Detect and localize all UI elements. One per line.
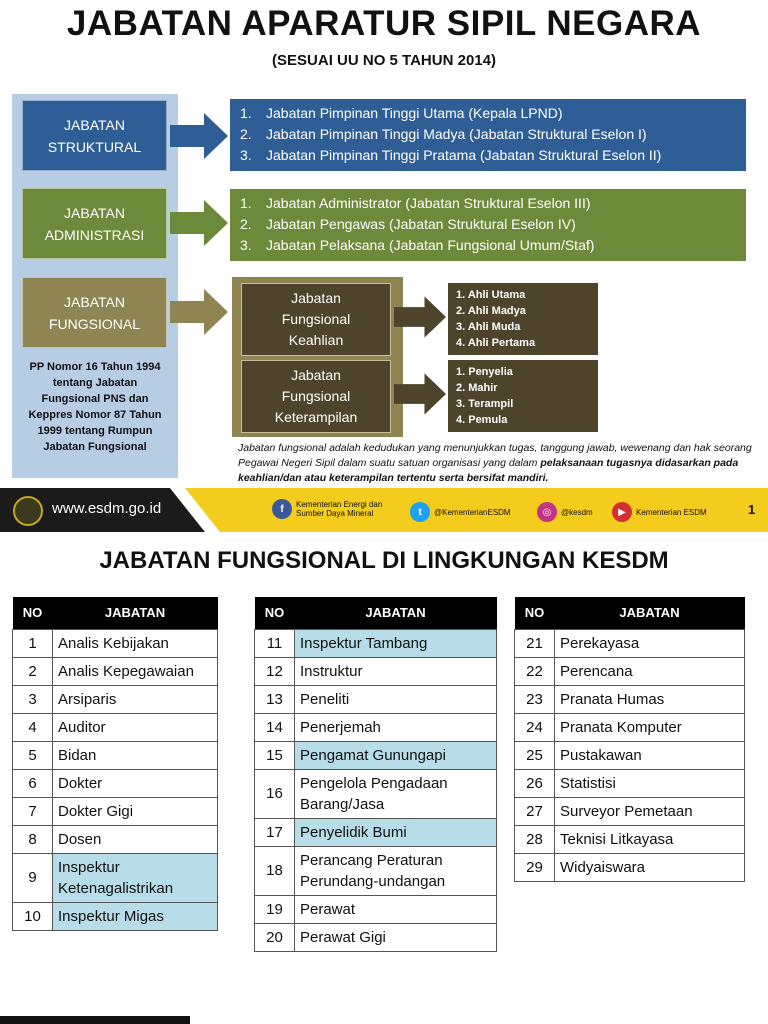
right-arrow-icon xyxy=(170,289,228,335)
table-row xyxy=(515,797,745,825)
table-row xyxy=(13,657,218,685)
table-row xyxy=(255,895,497,923)
row-jabatan: Dokter Gigi xyxy=(53,797,218,825)
row-jabatan: Arsiparis xyxy=(53,685,218,713)
row-number: 16 xyxy=(255,769,295,818)
jabatan-table-3 xyxy=(514,597,745,882)
right-arrow-icon xyxy=(170,113,228,159)
row-jabatan: Inspektur Ketenagalistrikan xyxy=(53,853,218,902)
list-item: 2. Jabatan Pimpinan Tinggi Madya (Jabatan Struktural Eselon I) xyxy=(240,126,647,142)
row-jabatan: Dokter xyxy=(53,769,218,797)
esdm-logo-icon xyxy=(13,496,43,526)
slide2-title: JABATAN FUNGSIONAL DI LINGKUNGAN KESDM xyxy=(99,547,669,574)
table-row xyxy=(255,818,497,846)
bottom-dark-strip xyxy=(0,1016,190,1024)
page-number: 1 xyxy=(748,502,756,517)
row-number: 11 xyxy=(255,629,295,657)
list-item: 3. Jabatan Pimpinan Tinggi Pratama (Jabatan Struktural Eselon II) xyxy=(240,147,662,163)
row-number: 5 xyxy=(13,741,53,769)
row-jabatan: Pranata Humas xyxy=(555,685,745,713)
table-row xyxy=(255,923,497,951)
row-number: 9 xyxy=(13,853,53,902)
row-number: 3 xyxy=(13,685,53,713)
row-jabatan: Perawat Gigi xyxy=(295,923,497,951)
table-row xyxy=(515,853,745,881)
row-number: 12 xyxy=(255,657,295,685)
row-number: 1 xyxy=(13,629,53,657)
row-number: 25 xyxy=(515,741,555,769)
youtube-link[interactable]: ▶ Kementerian ESDM xyxy=(612,502,707,522)
row-number: 26 xyxy=(515,769,555,797)
row-jabatan: Widyaiswara xyxy=(555,853,745,881)
table-row xyxy=(255,657,497,685)
row-number: 22 xyxy=(515,657,555,685)
row-number: 24 xyxy=(515,713,555,741)
list-item: 1. Jabatan Administrator (Jabatan Struktural Eselon III) xyxy=(240,195,591,211)
row-jabatan: Peneliti xyxy=(295,685,497,713)
right-arrow-icon xyxy=(394,372,446,416)
regulation-note: PP Nomor 16 Tahun 1994 tentang Jabatan Fungsional PNS dan Keppres Nomor 87 Tahun 1999 tentang Rumpun Jabatan Fungsional xyxy=(28,361,162,453)
level-item: 4. Pemula xyxy=(456,414,508,426)
website-link[interactable]: www.esdm.go.id xyxy=(52,500,162,517)
category-struktural: JABATAN STRUKTURAL xyxy=(22,100,167,171)
col-header-no: NO xyxy=(515,597,555,629)
row-jabatan: Analis Kepegawaian xyxy=(53,657,218,685)
fungsional-keterampilan-box: Jabatan Fungsional Keterampilan xyxy=(241,360,391,433)
row-number: 15 xyxy=(255,741,295,769)
row-jabatan: Pengamat Gunungapi xyxy=(295,741,497,769)
administrasi-list xyxy=(230,189,746,261)
row-jabatan: Teknisi Litkayasa xyxy=(555,825,745,853)
youtube-icon: ▶ xyxy=(612,502,632,522)
fungsional-keahlian-box: Jabatan Fungsional Keahlian xyxy=(241,283,391,356)
footer-bar xyxy=(0,488,768,532)
col-header-jabatan: JABATAN xyxy=(53,597,218,629)
row-jabatan: Bidan xyxy=(53,741,218,769)
level-item: 4. Ahli Pertama xyxy=(456,337,536,349)
table-row xyxy=(515,685,745,713)
row-jabatan: Pranata Komputer xyxy=(555,713,745,741)
row-jabatan: Pengelola Pengadaan Barang/Jasa xyxy=(295,769,497,818)
row-number: 13 xyxy=(255,685,295,713)
row-jabatan: Analis Kebijakan xyxy=(53,629,218,657)
category-fungsional: JABATAN FUNGSIONAL xyxy=(22,277,167,348)
definition-note: Jabatan fungsional adalah kedudukan yang menunjukkan tugas, tanggung jawab, wewenang dan hak seorang Pegawai Negeri Sipil dalam suatu satuan organisasi yang dalam pelaksanaan tugasnya didasarkan pada keahlian/dan atau keterampilan tertentu serta bersifat mandiri. xyxy=(238,442,752,484)
row-jabatan: Surveyor Pemetaan xyxy=(555,797,745,825)
row-number: 6 xyxy=(13,769,53,797)
table-row xyxy=(13,825,218,853)
jabatan-table-2 xyxy=(254,597,497,952)
table-row xyxy=(13,797,218,825)
table-row xyxy=(255,713,497,741)
level-item: 3. Terampil xyxy=(456,398,514,410)
facebook-icon: f xyxy=(272,499,292,519)
table-row xyxy=(13,629,218,657)
row-number: 21 xyxy=(515,629,555,657)
category-administrasi: JABATAN ADMINISTRASI xyxy=(22,188,167,259)
row-jabatan: Perancang Peraturan Perundang-undangan xyxy=(295,846,497,895)
row-jabatan: Perawat xyxy=(295,895,497,923)
row-number: 29 xyxy=(515,853,555,881)
instagram-icon: ◎ xyxy=(537,502,557,522)
row-jabatan: Inspektur Tambang xyxy=(295,629,497,657)
level-item: 3. Ahli Muda xyxy=(456,321,521,333)
table-row xyxy=(13,741,218,769)
table-row xyxy=(255,769,497,818)
table-row xyxy=(515,629,745,657)
slide1-title: JABATAN APARATUR SIPIL NEGARA xyxy=(66,4,702,43)
table-row xyxy=(13,685,218,713)
row-jabatan: Statistisi xyxy=(555,769,745,797)
right-arrow-icon xyxy=(394,295,446,339)
row-number: 8 xyxy=(13,825,53,853)
row-number: 23 xyxy=(515,685,555,713)
col-header-jabatan: JABATAN xyxy=(555,597,745,629)
list-item: 2. Jabatan Pengawas (Jabatan Struktural Eselon IV) xyxy=(240,216,576,232)
row-jabatan: Instruktur xyxy=(295,657,497,685)
twitter-link[interactable]: t @KementerianESDM xyxy=(410,502,511,522)
table-row xyxy=(515,741,745,769)
level-item: 1. Ahli Utama xyxy=(456,289,526,301)
table-row xyxy=(255,741,497,769)
row-jabatan: Pustakawan xyxy=(555,741,745,769)
table-row xyxy=(13,853,218,902)
keahlian-levels xyxy=(448,283,598,355)
list-item: 1. Jabatan Pimpinan Tinggi Utama (Kepala LPND) xyxy=(240,105,563,121)
table-row xyxy=(255,685,497,713)
table-row xyxy=(515,769,745,797)
row-number: 2 xyxy=(13,657,53,685)
row-jabatan: Inspektur Migas xyxy=(53,902,218,930)
jabatan-table-1 xyxy=(12,597,218,931)
slide1-subtitle: (SESUAI UU NO 5 TAHUN 2014) xyxy=(272,52,496,69)
level-item: 1. Penyelia xyxy=(456,366,513,378)
row-number: 4 xyxy=(13,713,53,741)
right-arrow-icon xyxy=(170,200,228,246)
table-row xyxy=(515,825,745,853)
struktural-list xyxy=(230,99,746,171)
row-number: 18 xyxy=(255,846,295,895)
row-jabatan: Perencana xyxy=(555,657,745,685)
table-row xyxy=(13,713,218,741)
row-jabatan: Perekayasa xyxy=(555,629,745,657)
facebook-link[interactable]: f Kementerian Energi dan Sumber Daya Mineral xyxy=(272,499,382,519)
keterampilan-levels xyxy=(448,360,598,432)
list-item: 3. Jabatan Pelaksana (Jabatan Fungsional Umum/Staf) xyxy=(240,237,595,253)
table-row xyxy=(13,769,218,797)
col-header-no: NO xyxy=(255,597,295,629)
col-header-no: NO xyxy=(13,597,53,629)
level-item: 2. Ahli Madya xyxy=(456,305,526,317)
table-row xyxy=(255,629,497,657)
table-row xyxy=(255,846,497,895)
level-item: 2. Mahir xyxy=(456,382,498,394)
row-number: 28 xyxy=(515,825,555,853)
table-row xyxy=(515,657,745,685)
row-number: 20 xyxy=(255,923,295,951)
col-header-jabatan: JABATAN xyxy=(295,597,497,629)
row-jabatan: Penyelidik Bumi xyxy=(295,818,497,846)
instagram-link[interactable]: ◎ @kesdm xyxy=(537,502,593,522)
row-jabatan: Dosen xyxy=(53,825,218,853)
table-row xyxy=(13,902,218,930)
row-number: 17 xyxy=(255,818,295,846)
table-row xyxy=(515,713,745,741)
row-number: 10 xyxy=(13,902,53,930)
row-jabatan: Auditor xyxy=(53,713,218,741)
row-number: 7 xyxy=(13,797,53,825)
twitter-icon: t xyxy=(410,502,430,522)
row-number: 14 xyxy=(255,713,295,741)
row-jabatan: Penerjemah xyxy=(295,713,497,741)
row-number: 19 xyxy=(255,895,295,923)
row-number: 27 xyxy=(515,797,555,825)
